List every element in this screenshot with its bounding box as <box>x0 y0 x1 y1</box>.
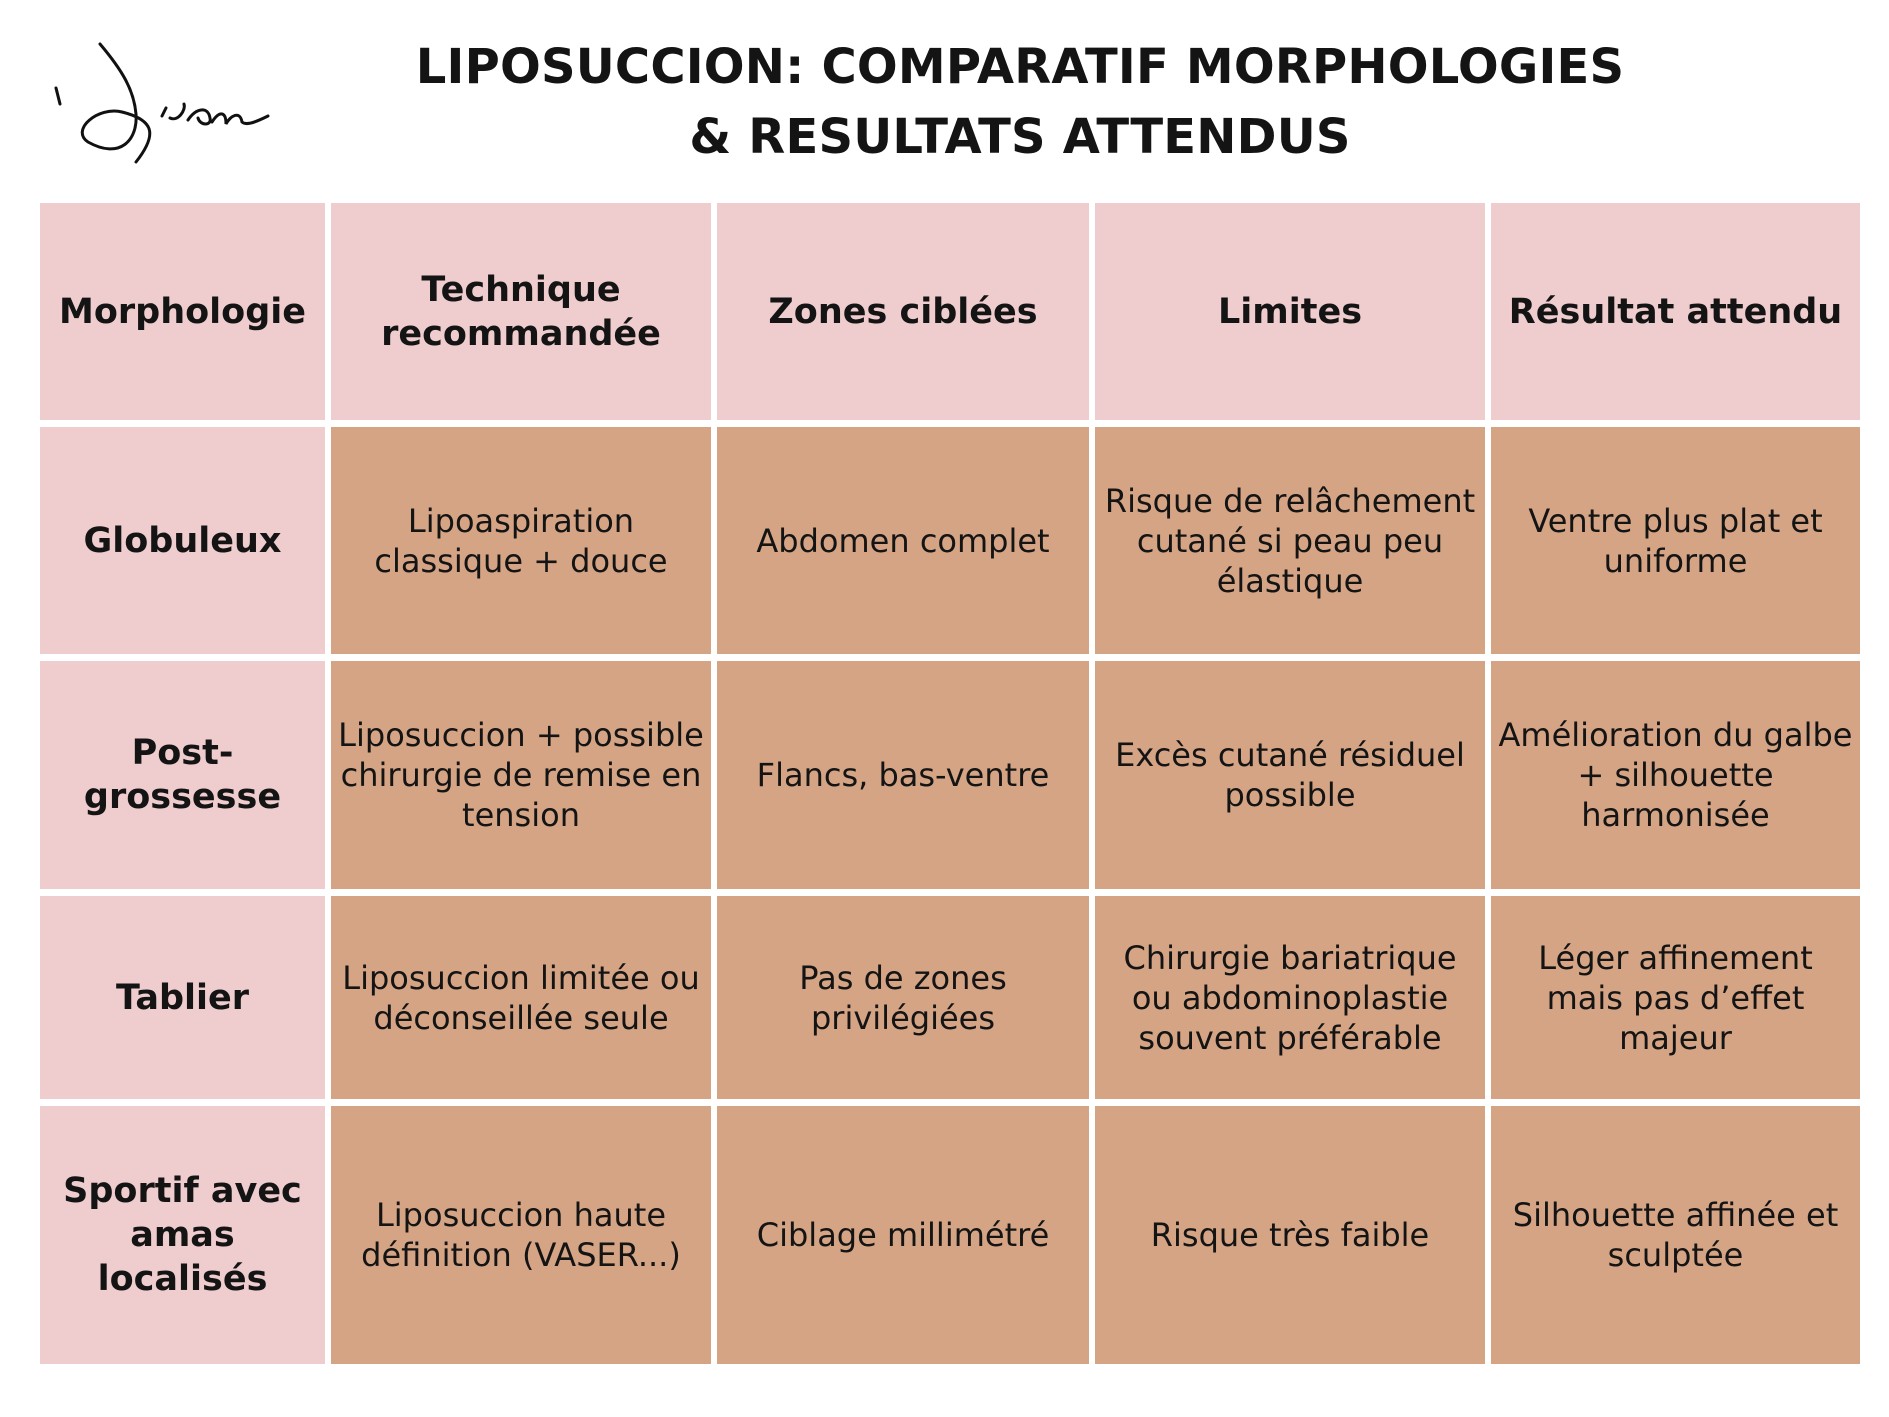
cell-zones: Abdomen complet <box>717 427 1089 654</box>
row-header-post-grossesse: Post-grossesse <box>40 661 325 889</box>
header-resultat: Résultat attendu <box>1491 203 1860 420</box>
header-limites: Limites <box>1095 203 1485 420</box>
cell-limites: Excès cutané résiduel possible <box>1095 661 1485 889</box>
cell-resultat: Ventre plus plat et uniforme <box>1491 427 1860 654</box>
row-header-globuleux: Globuleux <box>40 427 325 654</box>
cell-limites: Risque très faible <box>1095 1106 1485 1364</box>
cell-technique: Liposuccion + possible chirurgie de remise en tension <box>331 661 711 889</box>
comparison-table <box>40 203 1860 1364</box>
header-technique: Technique recommandée <box>331 203 711 420</box>
cell-technique: Lipoaspiration classique + douce <box>331 427 711 654</box>
signature-icon <box>50 30 280 180</box>
cell-resultat: Silhouette affinée et sculptée <box>1491 1106 1860 1364</box>
cell-resultat: Léger affinement mais pas d’effet majeur <box>1491 896 1860 1099</box>
row-header-sportif: Sportif avec amas localisés <box>40 1106 325 1364</box>
cell-technique: Liposuccion haute définition (VASER...) <box>331 1106 711 1364</box>
cell-resultat: Amélioration du galbe + silhouette harmonisée <box>1491 661 1860 889</box>
signature-logo <box>50 30 280 180</box>
page-title <box>330 32 1710 172</box>
title-line-2: & RESULTATS ATTENDUS <box>689 109 1351 165</box>
header-morphologie: Morphologie <box>40 203 325 420</box>
cell-zones: Pas de zones privilégiées <box>717 896 1089 1099</box>
cell-limites: Risque de relâchement cutané si peau peu élastique <box>1095 427 1485 654</box>
cell-technique: Liposuccion limitée ou déconseillée seule <box>331 896 711 1099</box>
cell-zones: Flancs, bas-ventre <box>717 661 1089 889</box>
title-line-1: LIPOSUCCION: COMPARATIF MORPHOLOGIES <box>415 39 1625 95</box>
header-zones: Zones ciblées <box>717 203 1089 420</box>
cell-limites: Chirurgie bariatrique ou abdominoplastie souvent préférable <box>1095 896 1485 1099</box>
cell-zones: Ciblage millimétré <box>717 1106 1089 1364</box>
row-header-tablier: Tablier <box>40 896 325 1099</box>
